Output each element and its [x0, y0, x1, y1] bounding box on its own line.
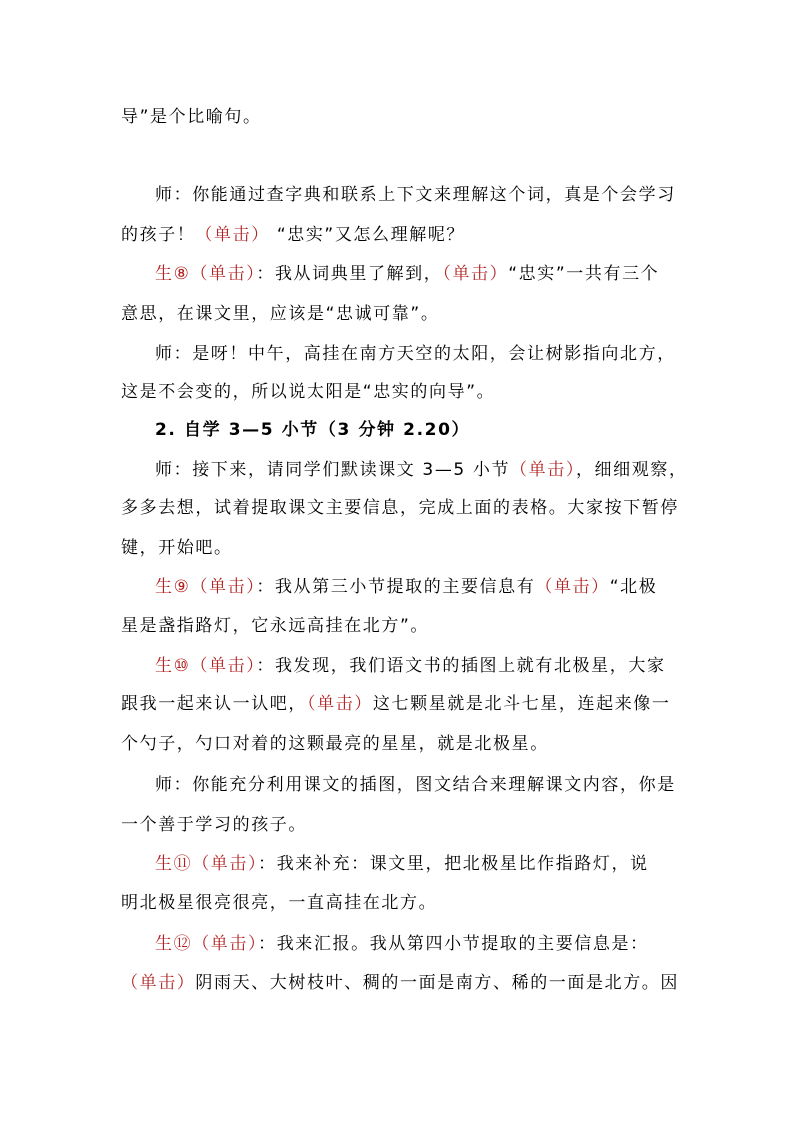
text-segment: 的孩子！ — [121, 225, 196, 245]
text-line — [121, 893, 437, 913]
click-marker: 生⑩（单击） — [155, 656, 257, 676]
click-marker: （单击） — [442, 264, 509, 284]
text-line — [155, 420, 470, 440]
click-marker: （单击） — [195, 225, 270, 245]
text-segment: 意思，在课文里，应该是“忠诚可靠”。 — [121, 304, 440, 324]
click-marker: 生⑪（单击） — [155, 854, 259, 874]
text-line — [155, 264, 659, 284]
click-marker: 生⑫（单击） — [155, 934, 259, 954]
text-line — [155, 185, 676, 205]
text-line — [155, 460, 688, 480]
text-line — [121, 694, 671, 714]
text-segment: 这七颗星就是北斗七星，连起来像一 — [372, 694, 671, 714]
text-segment: 明北极星很亮很亮，一直高挂在北方。 — [121, 893, 438, 913]
text-line — [121, 382, 495, 402]
text-line — [121, 973, 679, 993]
text-segment: 师：你能充分利用课文的插图，图文结合来理解课文内容，你是 — [155, 775, 676, 795]
text-line — [155, 577, 657, 597]
text-line — [121, 815, 307, 835]
text-line — [121, 107, 262, 127]
text-segment: 阴雨天、大树枝叶、稠的一面是南方、稀的一面是北方。因 — [195, 973, 680, 993]
text-segment: ：我来补充：课文里，把北极星比作指路灯，说 — [258, 854, 649, 874]
text-segment: “忠实”又怎么理解呢？ — [269, 225, 466, 245]
text-segment: ：我发现，我们语文书的插图上就有北极星，大家 — [256, 656, 666, 676]
click-marker: （单击） — [307, 694, 373, 714]
click-marker: （单击） — [535, 577, 610, 597]
text-segment: 这是不会变的，所以说太阳是“忠实的向导”。 — [121, 382, 496, 402]
text-segment: 师：你能通过查字典和联系上下文来理解这个词，真是个会学习 — [155, 185, 676, 205]
text-line — [121, 734, 549, 754]
text-segment: ：我从词典里了解到， — [256, 264, 443, 284]
text-segment: 一个善于学习的孩子。 — [121, 815, 307, 835]
text-segment: 多多去想，试着提取课文主要信息，完成上面的表格。大家按下暂停 — [121, 498, 679, 518]
text-line — [121, 616, 429, 636]
text-segment: 师：接下来，请同学们默读课文 3—5 小节 — [155, 460, 511, 480]
section-heading: 2. 自学 3—5 小节（3 分钟 2.20） — [155, 420, 471, 440]
text-segment: ，细细观察， — [575, 460, 688, 480]
text-segment: 导”是个比喻句。 — [121, 107, 262, 127]
text-segment: 个勺子，勺口对着的这颗最亮的星星，就是北极星。 — [121, 734, 549, 754]
click-marker: （单击） — [510, 460, 576, 480]
text-segment: “忠实”一共有三个 — [508, 264, 660, 284]
click-marker: （单击） — [121, 973, 196, 993]
text-line — [121, 304, 439, 324]
text-segment: 师：是呀！中午，高挂在南方天空的太阳，会让树影指向北方， — [155, 344, 676, 364]
text-segment: ：我来汇报。我从第四小节提取的主要信息是： — [258, 934, 649, 954]
text-segment: 跟我一起来认一认吧， — [121, 694, 307, 714]
text-line — [121, 538, 233, 558]
click-marker: 生⑨（单击） — [155, 577, 257, 597]
text-segment: 星是盏指路灯，它永远高挂在北方”。 — [121, 616, 430, 636]
text-segment: ：我从第三小节提取的主要信息有 — [256, 577, 536, 597]
text-line — [155, 656, 666, 676]
text-segment: 键，开始吧。 — [121, 538, 233, 558]
text-line — [155, 344, 676, 364]
text-line — [155, 934, 649, 954]
text-segment: “北极 — [609, 577, 658, 597]
click-marker: 生⑧（单击） — [155, 264, 257, 284]
text-line — [155, 775, 676, 795]
text-line — [121, 498, 679, 518]
text-line — [121, 225, 465, 245]
text-line — [155, 854, 649, 874]
